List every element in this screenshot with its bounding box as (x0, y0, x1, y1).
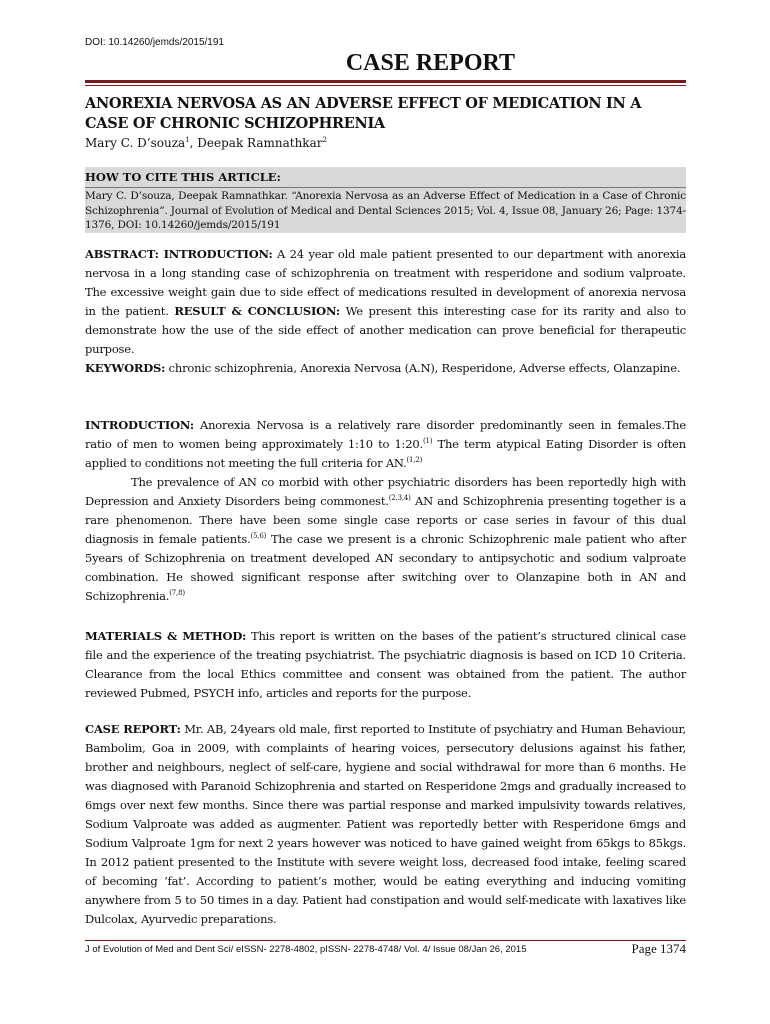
case-label: CASE REPORT: (85, 722, 181, 736)
citation-text: Mary C. D’souza, Deepak Ramnathkar. “Anorexia Nervosa as an Adverse Effect of Medication in a Case of Chronic Schizophrenia”. Journal of Evolution of Medical and Dental Sciences 2015; Vol. 4, Issue 08, January 26; Page: 1374-1376, DOI: 10.14260/jemds/2015/191 (85, 190, 686, 231)
intro-text-1b: The term atypical Eating Disorder is often applied to conditions not meeting the full criteria for AN. (85, 437, 686, 470)
abstract (85, 245, 686, 378)
ref-2-3-4: (2,3,4) (388, 494, 411, 502)
intro-text-2c: The case we present is a chronic Schizophrenic male patient who after 5years of Schizophrenia on treatment developed AN secondary to antipsychotic and sodium valproate combination. He showed significant response after switching over to Olanzapine both in AN and Schizophrenia. (85, 532, 686, 603)
materials-method (85, 627, 686, 703)
article-title: ANOREXIA NERVOSA AS AN ADVERSE EFFECT OF MEDICATION IN A CASE OF CHRONIC SCHIZOPHRENIA (85, 95, 642, 132)
ref-1: (1) (422, 437, 433, 445)
page-number: Page 1374 (631, 941, 686, 956)
intro-label: INTRODUCTION: (85, 418, 194, 432)
author-2: , Deepak Ramnathkar (189, 136, 323, 150)
ref-7-8: (7,8) (169, 589, 185, 597)
result-label: RESULT & CONCLUSION: (174, 304, 340, 318)
citation-box (85, 167, 686, 233)
citation-heading: HOW TO CITE THIS ARTICLE: (85, 170, 281, 184)
abstract-label: ABSTRACT: INTRODUCTION: (85, 247, 273, 261)
intro-paragraph-1 (85, 416, 686, 473)
doi-header: DOI: 10.14260/jemds/2015/191 (85, 37, 224, 48)
keywords: chronic schizophrenia, Anorexia Nervosa (A.N), Resperidone, Adverse effects, Olanzapine. (165, 361, 681, 375)
author-1-affiliation: 1 (185, 136, 190, 144)
author-2-affiliation: 2 (322, 136, 327, 144)
case-text: Mr. AB, 24years old male, first reported to Institute of psychiatry and Human Behaviour, Bambolim, Goa in 2009, with complaints of hearing voices, persecutory delusions against his father, brother and neighbours, neglect of self-care, hygiene and social withdrawal for more than 6 months. He was diagnosed with Paranoid Schizophrenia and started on Resperidone 2mgs and gradually increased to 6mgs over next few months. Since there was partial response and marked impulsivity towards relatives, Sodium Valproate was added as augmenter. Patient was reportedly better with Resperidone 6mgs and Sodium Valproate 1gm for next 2 years however was noticed to have gained weight from 65kgs to 85kgs. In 2012 patient presented to the Institute with severe weight loss, decreased food intake, feeling scared of becoming ‘fat’. According to patient’s mother, would be eating everything and inducing vomiting anywhere from 5 to 50 times in a day. Patient had constipation and would self-medicate with laxatives like Dulcolax, Ayurvedic preparations. (85, 722, 686, 926)
intro-text-2a: The prevalence of AN co morbid with other psychiatric disorders has been reportedly high with Depression and Anxiety Disorders being commonest. (85, 475, 686, 508)
abstract-result: We present this interesting case for its rarity and also to demonstrate how the use of the side effect of another medication can prove beneficial for therapeutic purpose. (85, 304, 687, 356)
header-rule-thin (85, 85, 686, 86)
intro-text-2b: AN and Schizophrenia presenting together is a rare phenomenon. There have been some single case reports or case series in favour of this dual diagnosis in female patients. (85, 494, 686, 546)
ref-1-2: (1,2) (406, 456, 423, 464)
keywords-label: KEYWORDS: (85, 361, 166, 375)
authors (85, 136, 327, 150)
methods-label: MATERIALS & METHOD: (85, 629, 247, 643)
case-report (85, 720, 686, 929)
author-1: Mary C. D’souza (85, 136, 186, 150)
abstract-intro: A 24 year old male patient presented to our department with anorexia nervosa in a long standing case of schizophrenia on treatment with resperidone and sodium valproate. The excessive weight gain due to side effect of medications resulted in development of anorexia nervosa in the patient. (85, 247, 686, 318)
section-label: CASE REPORT (345, 50, 515, 76)
ref-5-6: (5,6) (250, 532, 267, 540)
citation-rule (85, 187, 686, 188)
footer-citation: J of Evolution of Med and Dent Sci/ eISSN- 2278-4802, pISSN- 2278-4748/ Vol. 4/ Issue 08/Jan 26, 2015 (85, 944, 527, 955)
introduction (85, 416, 686, 606)
methods-text: This report is written on the bases of the patient’s structured clinical case file and the experience of the treating psychiatrist. The psychiatric diagnosis is based on ICD 10 Criteria. Clearance from the local Ethics committee and consent was obtained from the patient. The author reviewed Pubmed, PSYCH info, articles and reports for the purpose. (85, 629, 686, 700)
footer-rule (85, 940, 686, 941)
header-rule-thick (85, 80, 686, 83)
intro-text-1a: Anorexia Nervosa is a relatively rare disorder predominantly seen in females.The ratio of men to women being approximately 1:10 to 1:20. (85, 418, 686, 451)
intro-paragraph-2 (85, 473, 686, 606)
